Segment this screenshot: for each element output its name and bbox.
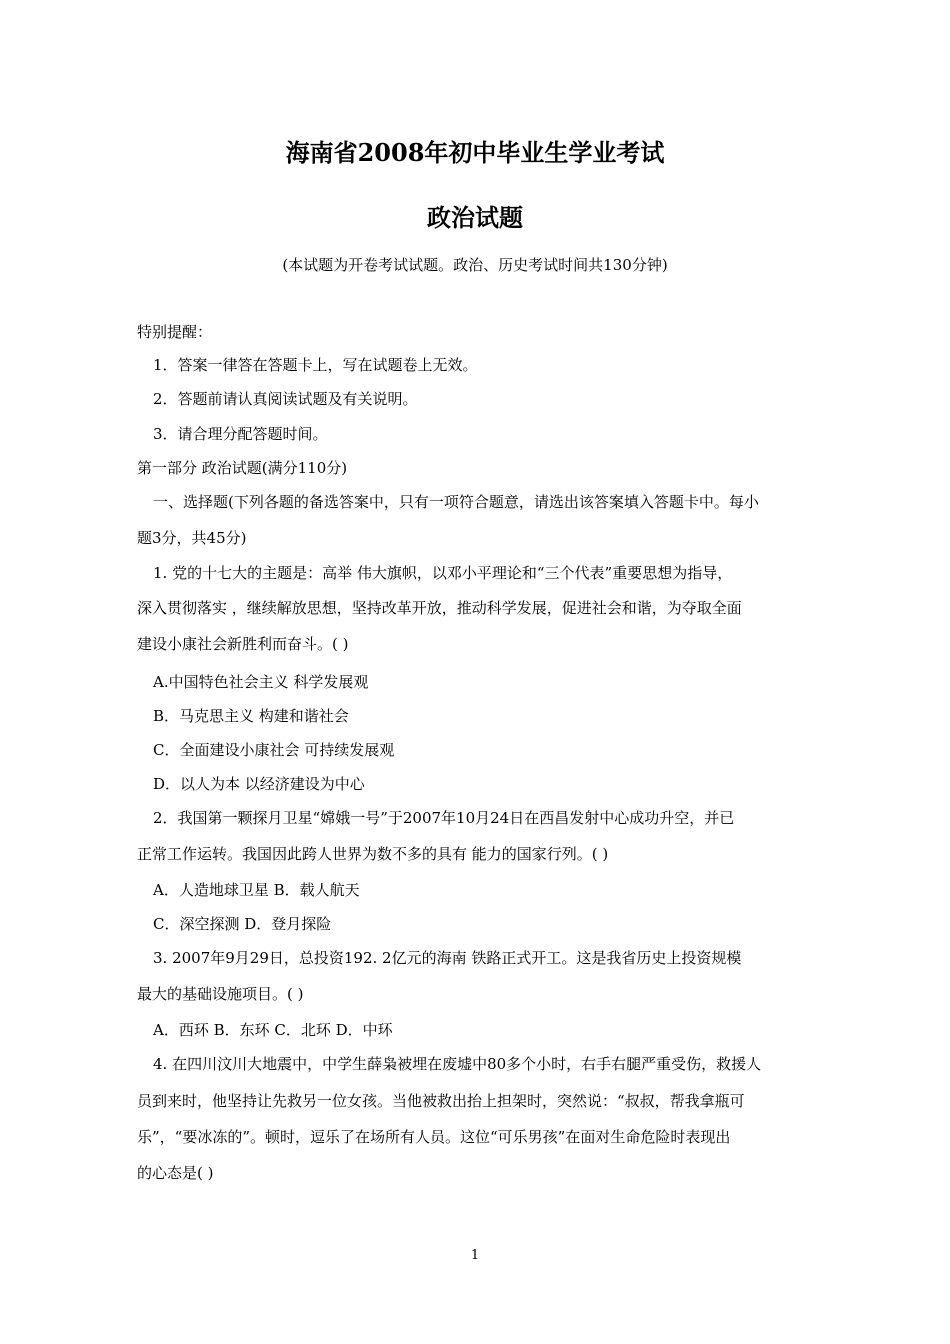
question-1-text: 建设小康社会新胜利而奋斗。( ): [137, 635, 349, 653]
question-4-text: 的心态是( ): [137, 1164, 214, 1182]
question-3-text: 3. 2007年9月29日，总投资192. 2亿元的海南 铁路正式开工。这是我省历史上投资规模: [153, 949, 742, 967]
reminder-heading: 特别提醒：: [137, 323, 213, 341]
question-4-text: 4. 在四川汶川大地震中，中学生薛枭被埋在废墟中80多个小时，右手右腿严重受伤，救援人: [153, 1055, 762, 1073]
part-heading: 第一部分 政治试题(满分110分): [137, 459, 348, 477]
question-3-text: 最大的基础设施项目。( ): [137, 985, 304, 1003]
section-intro: 一、选择题(下列各题的备选答案中，只有一项符合题意，请选出该答案填入答题卡中。每小: [153, 493, 759, 511]
reminder-item: 1．答案一律答在答题卡上，写在试题卷上无效。: [153, 356, 478, 374]
question-1-option: A.中国特色社会主义 科学发展观: [153, 673, 369, 691]
page-number: 1: [470, 1248, 480, 1263]
question-1-option: B．马克思主义 构建和谐社会: [153, 707, 349, 725]
subject-title: 政治试题: [427, 203, 523, 232]
question-2-text: 正常工作运转。我国因此跨人世界为数不多的具有 能力的国家行列。( ): [137, 845, 609, 863]
question-2-option: A．人造地球卫星 B．载人航天: [153, 881, 360, 899]
question-1-text: 1. 党的十七大的主题是：高举 伟大旗帜，以邓小平理论和“三个代表”重要思想为指导，: [153, 564, 733, 582]
question-1-option: D．以人为本 以经济建设为中心: [153, 775, 365, 793]
question-2-text: 2．我国第一颗探月卫星“嫦娥一号”于2007年10月24日在西昌发射中心成功升空，并已: [153, 809, 735, 827]
question-4-text: 员到来时，他坚持让先救另一位女孩。当他被救出抬上担架时，突然说：“叔叔，帮我拿瓶可: [137, 1092, 745, 1110]
question-2-option: C．深空探测 D．登月探险: [153, 915, 332, 933]
question-4-text: 乐”，“要冰冻的”。顿时，逗乐了在场所有人员。这位“可乐男孩”在面对生命危险时表现出: [137, 1128, 731, 1146]
exam-note: (本试题为开卷考试试题。政治、历史考试时间共130分钟): [282, 256, 668, 274]
reminder-item: 3．请合理分配答题时间。: [153, 425, 328, 443]
question-1-option: C．全面建设小康社会 可持续发展观: [153, 741, 395, 759]
section-intro: 题3分，共45分): [137, 529, 247, 547]
question-3-option: A．西环 B．东环 C．北环 D．中环: [153, 1021, 393, 1039]
question-1-text: 深入贯彻落实 ，继续解放思想，坚持改革开放，推动科学发展，促进社会和谐，为夺取全面: [137, 599, 742, 617]
reminder-item: 2．答题前请认真阅读试题及有关说明。: [153, 390, 418, 408]
exam-title: 海南省2008年初中毕业生学业考试: [285, 138, 665, 167]
